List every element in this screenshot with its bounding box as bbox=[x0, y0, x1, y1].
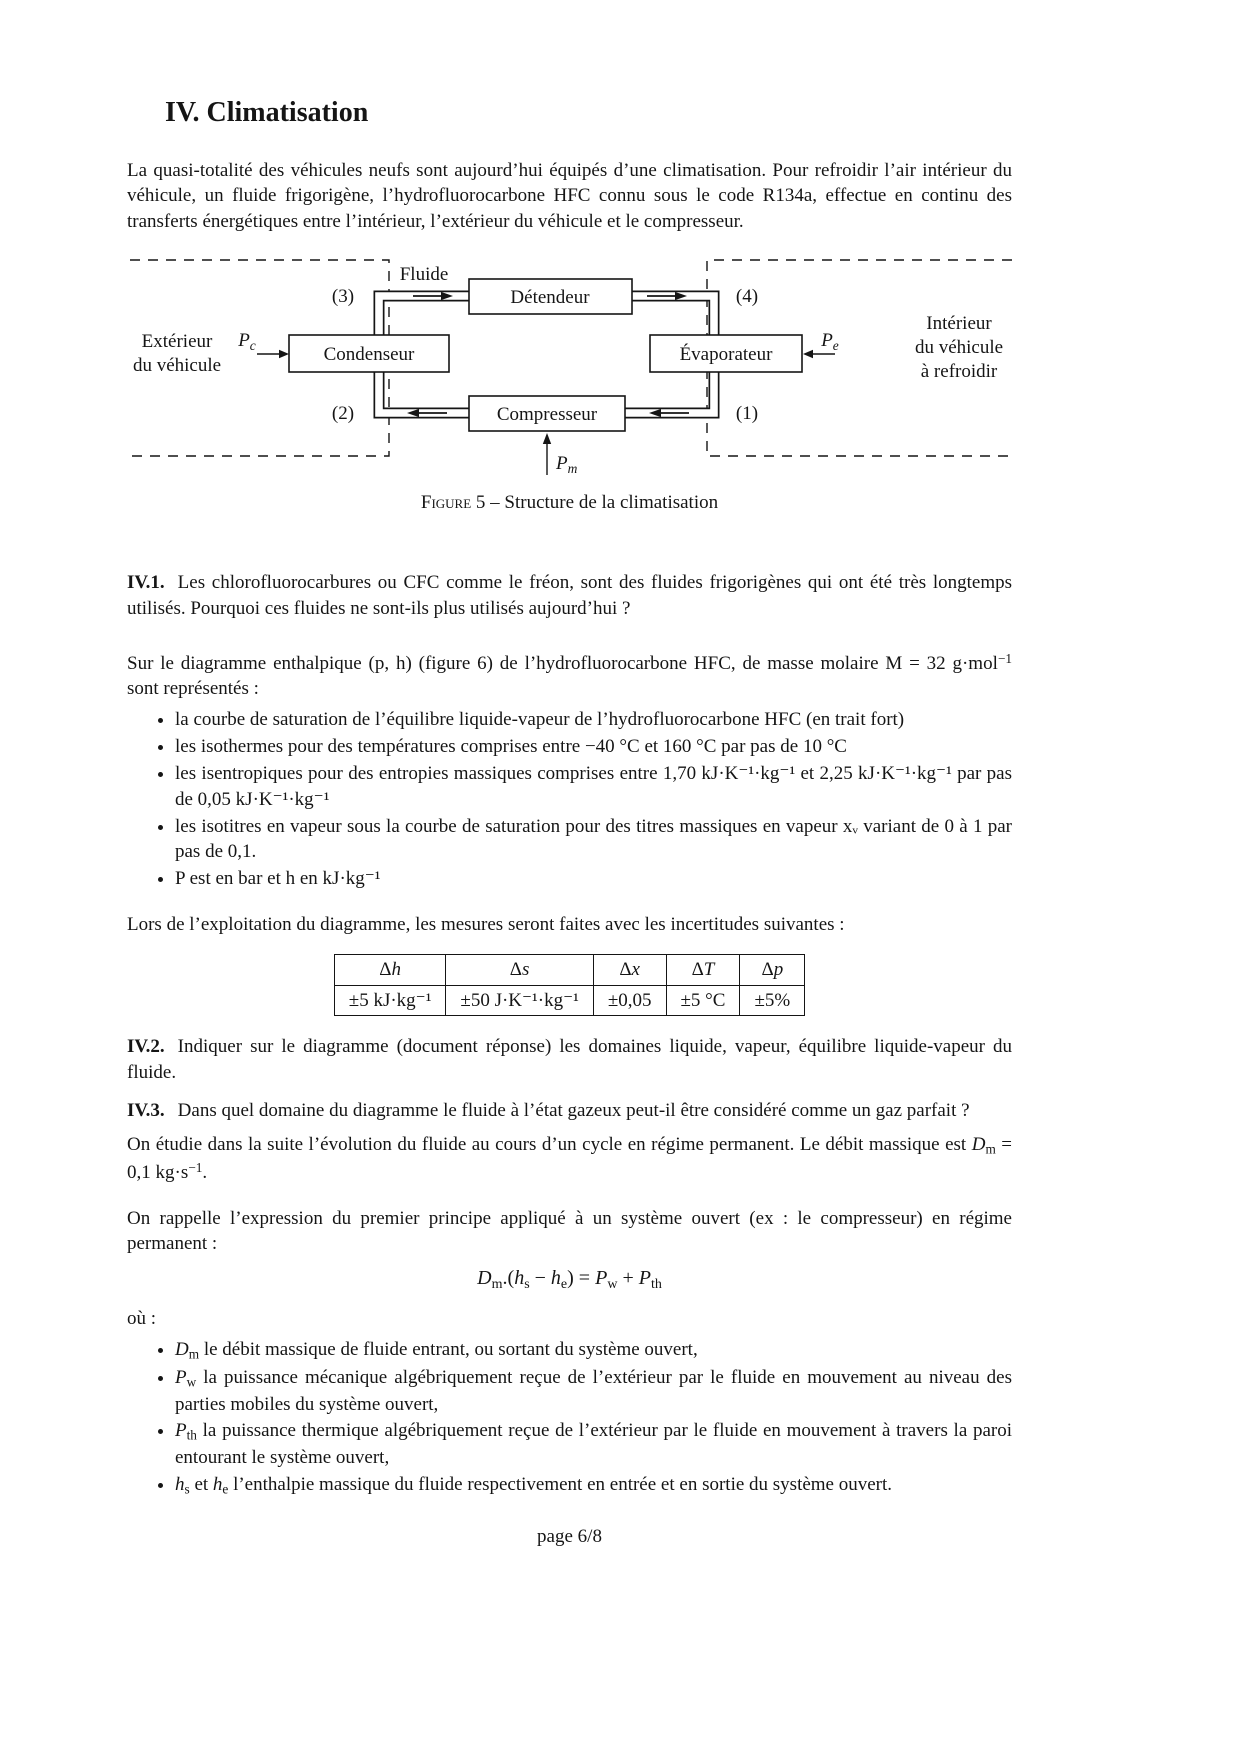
def-subscript: m bbox=[188, 1346, 200, 1362]
node-4-label: (4) bbox=[735, 286, 759, 308]
list-item bbox=[175, 1472, 1012, 1499]
list-item: • la courbe de saturation de l’équilibre liquide-vapeur de l’hydrofluorocarbone HFC (en trait fort) bbox=[175, 707, 1012, 733]
table-header-cell: ΔT bbox=[666, 954, 740, 985]
svg-text:du véhicule: du véhicule bbox=[132, 355, 222, 377]
question-iv3 bbox=[127, 1098, 1012, 1124]
eq-sub: s bbox=[524, 1277, 530, 1293]
first-principle-equation bbox=[127, 1265, 1012, 1294]
eq-term: − bbox=[529, 1267, 551, 1290]
list-item: • P est en bar et h en kJ·kg⁻¹ bbox=[175, 866, 1012, 892]
def-mid: et bbox=[189, 1474, 213, 1496]
intro-paragraph: La quasi-totalité des véhicules neufs sont aujourd’hui équipés d’une climatisation. Pour refroidir l’air intérieur du véhicule, un fluide frigorigène, l’hydrofluorocarbone HFC connu sous le code R134a, effectue en continu des transferts énergétiques entre l’intérieur, l’extérieur du véhicule et le compresseur. bbox=[127, 159, 1012, 233]
svg-text:à refroidir: à refroidir bbox=[920, 361, 998, 383]
list-item: • les isotitres en vapeur sous la courbe de saturation pour des titres massiques en vapeur xᵥ variant de 0 à 1 par pas de 0,1. bbox=[175, 814, 1012, 866]
svg-text:Extérieur: Extérieur bbox=[141, 331, 213, 353]
question-iv2 bbox=[127, 1034, 1012, 1086]
list-item bbox=[175, 1337, 1012, 1364]
eq-term: P bbox=[595, 1267, 608, 1290]
principle-intro: On rappelle l’expression du premier principe appliqué à un système ouvert (ex : le compresseur) en régime permanent : bbox=[127, 1207, 1012, 1255]
def-text: le débit massique de fluide entrant, ou sortant du système ouvert, bbox=[199, 1339, 698, 1360]
fluid-label: Fluide bbox=[399, 264, 449, 286]
eq-sub: w bbox=[607, 1277, 618, 1293]
figure-climatisation bbox=[127, 250, 1012, 516]
climatisation-diagram bbox=[127, 250, 1017, 482]
question-iv3-label: IV.3. bbox=[127, 1100, 165, 1122]
table-value-row bbox=[334, 985, 804, 1016]
svg-text:Intérieur: Intérieur bbox=[926, 313, 992, 335]
figure-caption-label: Figure 5 bbox=[420, 492, 486, 514]
def-text: la puissance mécanique algébriquement reçue de l’extérieur par le fluide en mouvement au niveau des parties mobiles du système ouvert, bbox=[175, 1366, 1012, 1415]
pc-label: $P_c$ bbox=[238, 330, 256, 354]
diagram-intro-pre: Sur le diagramme enthalpique (p, h) (figure 6) de l’hydrofluorocarbone HFC, de masse molaire M = 32 g·mol bbox=[127, 652, 998, 674]
def-symbol: P bbox=[175, 1420, 187, 1442]
regime-paragraph bbox=[127, 1132, 1012, 1186]
evaporator-box bbox=[650, 335, 802, 372]
def-symbol: D bbox=[175, 1339, 189, 1360]
table-header-row bbox=[334, 954, 804, 985]
evaporator-power-arrow bbox=[803, 330, 839, 358]
def-subscript: s bbox=[184, 1481, 190, 1497]
list-item: • les isentropiques pour des entropies massiques comprises entre 1,70 kJ·K⁻¹·kg⁻¹ et 2,25 kJ·K⁻¹·kg⁻¹ par pas de 0,05 kJ·K⁻¹·kg⁻¹ bbox=[175, 761, 1012, 813]
table-header-cell: Δs bbox=[446, 954, 593, 985]
pm-label: $P_m$ bbox=[556, 453, 578, 477]
question-iv2-label: IV.2. bbox=[127, 1036, 165, 1058]
eq-term: + bbox=[617, 1267, 639, 1290]
def-subscript: w bbox=[186, 1374, 197, 1390]
mass-flow-symbol: D bbox=[971, 1133, 986, 1155]
def-subscript: th bbox=[186, 1428, 197, 1444]
table-header-cell: Δh bbox=[334, 954, 446, 985]
interior-region-label bbox=[915, 313, 1003, 382]
exterior-region-label bbox=[133, 331, 221, 376]
node-3-label: (3) bbox=[331, 286, 355, 308]
table-value-cell: ±50 J·K⁻¹·kg⁻¹ bbox=[446, 985, 593, 1016]
expansion-valve-label: Détendeur bbox=[510, 287, 590, 309]
expansion-valve-box bbox=[469, 279, 632, 314]
eq-term: h bbox=[550, 1267, 561, 1290]
eq-term: P bbox=[638, 1267, 651, 1290]
question-iv3-text: Dans quel domaine du diagramme le fluide à l’état gazeux peut-il être considéré comme un gaz parfait ? bbox=[177, 1100, 970, 1122]
question-iv1-text: Les chlorofluorocarbures ou CFC comme le fréon, sont des fluides frigorigènes qui ont été très longtemps utilisés. Pourquoi ces fluides ne sont-ils plus utilisés aujourd’hui ? bbox=[127, 571, 1012, 619]
eq-term: h bbox=[514, 1267, 525, 1290]
svg-text:du véhicule: du véhicule bbox=[914, 337, 1004, 359]
page-number: page 6/8 bbox=[537, 1526, 602, 1547]
condenser-power-arrow bbox=[237, 330, 289, 358]
question-iv1 bbox=[127, 570, 1012, 622]
evaporator-label: Évaporateur bbox=[679, 344, 773, 366]
diagram-intro-sup: −1 bbox=[997, 650, 1012, 666]
regime-mid: = 0,1 kg·s bbox=[127, 1133, 1012, 1183]
uncertainty-table bbox=[334, 954, 805, 1017]
figure-caption bbox=[127, 490, 1012, 516]
eq-term: .( bbox=[502, 1267, 515, 1290]
question-iv1-label: IV.1. bbox=[127, 571, 165, 593]
regime-sup: −1 bbox=[188, 1159, 203, 1175]
diagram-feature-list bbox=[127, 707, 1012, 892]
table-value-cell: ±5 °C bbox=[666, 985, 740, 1016]
list-item bbox=[175, 1418, 1012, 1471]
diagram-intro-paragraph bbox=[127, 650, 1012, 703]
eq-sub: e bbox=[560, 1277, 568, 1293]
mass-flow-subscript: m bbox=[985, 1141, 996, 1157]
definitions-list bbox=[127, 1337, 1012, 1499]
page-title: IV. Climatisation bbox=[165, 97, 369, 128]
def-subscript: e bbox=[222, 1481, 229, 1497]
table-header-cell: Δp bbox=[740, 954, 805, 985]
condenser-box bbox=[289, 335, 449, 372]
where-label: où : bbox=[127, 1308, 157, 1330]
list-item bbox=[175, 1365, 1012, 1418]
regime-pre: On étudie dans la suite l’évolution du fluide au cours d’un cycle en régime permanent. Le débit massique est bbox=[127, 1133, 972, 1155]
pe-label: $P_e$ bbox=[821, 330, 839, 354]
table-header-cell: Δx bbox=[593, 954, 666, 985]
def-text: la puissance thermique algébriquement reçue de l’extérieur par le fluide en mouvement à travers la paroi entourant le système ouvert, bbox=[175, 1420, 1012, 1469]
compressor-label: Compresseur bbox=[496, 404, 598, 426]
condenser-label: Condenseur bbox=[323, 344, 415, 366]
figure-caption-text: – Structure de la climatisation bbox=[485, 492, 719, 514]
eq-sub: th bbox=[650, 1277, 662, 1293]
list-item: • les isothermes pour des températures comprises entre −40 °C et 160 °C par pas de 10 °C bbox=[175, 734, 1012, 760]
compressor-box bbox=[469, 396, 625, 431]
table-value-cell: ±0,05 bbox=[593, 985, 666, 1016]
def-text: l’enthalpie massique du fluide respectivement en entrée et en sortie du système ouvert. bbox=[228, 1474, 893, 1496]
node-1-label: (1) bbox=[735, 403, 759, 425]
compressor-power-arrow bbox=[543, 433, 578, 476]
table-value-cell: ±5 kJ·kg⁻¹ bbox=[334, 985, 446, 1016]
uncertainty-intro: Lors de l’exploitation du diagramme, les mesures seront faites avec les incertitudes suivantes : bbox=[127, 914, 845, 935]
eq-term: ) = bbox=[567, 1267, 596, 1290]
eq-sub: m bbox=[491, 1277, 503, 1293]
def-symbol: h bbox=[175, 1474, 185, 1496]
question-iv2-text: Indiquer sur le diagramme (document réponse) les domaines liquide, vapeur, équilibre liquide-vapeur du fluide. bbox=[127, 1036, 1012, 1084]
table-value-cell: ±5% bbox=[740, 985, 805, 1016]
node-2-label: (2) bbox=[331, 403, 355, 425]
regime-end: . bbox=[202, 1161, 208, 1183]
def-symbol: h bbox=[212, 1474, 223, 1496]
eq-term: D bbox=[477, 1267, 492, 1290]
def-symbol: P bbox=[175, 1366, 187, 1388]
diagram-intro-end: sont représentés : bbox=[127, 678, 259, 700]
